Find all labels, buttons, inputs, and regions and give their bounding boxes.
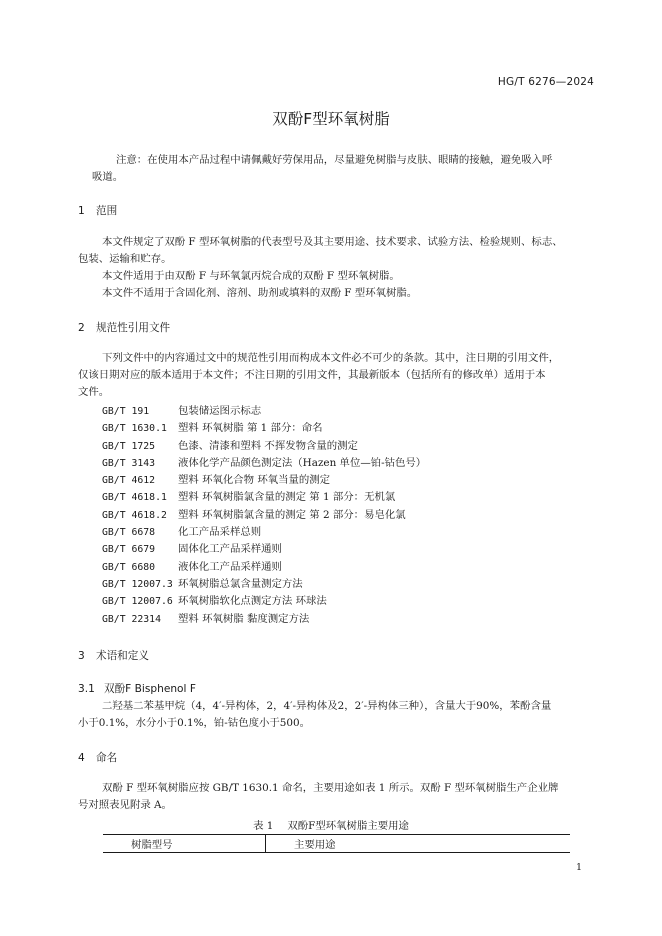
section-4-body	[78, 780, 590, 814]
reference-item	[102, 559, 426, 576]
paragraph-line: 文件。	[78, 386, 110, 398]
reference-title: 化工产品采样总则	[178, 526, 262, 539]
section-title: 双酚F Bisphenol F	[104, 683, 196, 695]
reference-item	[102, 455, 426, 472]
section-number: 3	[78, 650, 85, 662]
reference-item	[102, 489, 426, 506]
column-header-resin-grade: 树脂型号	[103, 835, 266, 853]
reference-code: GB/T 4618.1	[102, 492, 167, 504]
table-1	[103, 834, 570, 853]
section-1-body	[78, 234, 590, 302]
document-title: 双酚F型环氧树脂	[272, 110, 390, 128]
table-number: 表 1	[253, 820, 274, 832]
reference-title: 液体化工产品采样通则	[178, 560, 282, 573]
reference-item	[102, 507, 426, 524]
reference-code: GB/T 12007.6	[102, 596, 173, 608]
reference-title: 塑料 环氧树脂 黏度测定方法	[178, 612, 310, 625]
reference-item	[102, 541, 426, 558]
reference-code: GB/T 1630.1	[102, 423, 167, 435]
reference-item	[102, 472, 426, 489]
section-number: 3.1	[78, 683, 95, 695]
reference-code: GB/T 1725	[102, 440, 156, 452]
reference-code: GB/T 4612	[102, 475, 156, 487]
paragraph-line: 小于0.1%，水分小于0.1%，铂-钴色度小于500。	[78, 717, 310, 729]
section-number: 2	[78, 322, 85, 334]
paragraph-line: 包装、运输和贮存。	[78, 253, 172, 265]
reference-item	[102, 593, 426, 610]
section-title: 规范性引用文件	[96, 322, 171, 334]
reference-code: GB/T 12007.3	[102, 578, 173, 590]
paragraph-line: 仅该日期对应的版本适用于本文件；不注日期的引用文件，其最新版本（包括所有的修改单）适用于本	[78, 369, 546, 381]
reference-code: GB/T 191	[102, 406, 150, 417]
reference-code: GB/T 6679	[102, 544, 156, 556]
reference-item	[102, 611, 426, 628]
reference-title: 塑料 环氧树脂氯含量的测定 第 1 部分：无机氯	[178, 491, 396, 504]
reference-item	[102, 403, 426, 420]
reference-item	[102, 524, 426, 541]
column-header-main-use: 主要用途	[266, 835, 571, 853]
notice-line-1: 注意：在使用本产品过程中请佩戴好劳保用品，尽量避免树脂与皮肤、眼睛的接触，避免吸入呼	[116, 154, 553, 166]
section-2-body	[78, 350, 590, 401]
reference-title: 塑料 环氧化合物 环氧当量的测定	[178, 474, 331, 487]
section-title: 术语和定义	[96, 650, 149, 662]
paragraph-line: 本文件规定了双酚 F 型环氧树脂的代表型号及其主要用途、技术要求、试验方法、检验规则、标志、	[102, 236, 563, 248]
section-3-1-heading	[78, 681, 196, 696]
section-4-heading	[78, 750, 117, 765]
reference-item	[102, 420, 426, 437]
reference-title: 液体化学产品颜色测定法（Hazen 单位—铂-钴色号）	[178, 456, 427, 469]
reference-title: 固体化工产品采样通则	[178, 543, 282, 556]
table-header-row	[103, 835, 570, 853]
section-3-heading	[78, 648, 149, 663]
reference-title: 塑料 环氧树脂氯含量的测定 第 2 部分：易皂化氯	[178, 508, 406, 521]
reference-code: GB/T 22314	[102, 613, 161, 625]
page-number: 1	[575, 862, 582, 873]
table-title: 双酚F型环氧树脂主要用途	[287, 820, 409, 832]
reference-item	[102, 438, 426, 455]
reference-title: 包装储运图示标志	[178, 405, 262, 417]
reference-item	[102, 576, 426, 593]
notice-line-2: 吸道。	[92, 171, 124, 183]
safety-notice	[68, 152, 588, 186]
reference-code: GB/T 3143	[102, 457, 156, 469]
section-number: 1	[78, 205, 85, 217]
paragraph-line: 本文件不适用于含固化剂、溶剂、助剂或填料的双酚 F 型环氧树脂。	[102, 287, 418, 299]
section-title: 命名	[96, 752, 118, 764]
table-1-caption	[0, 817, 662, 832]
reference-list	[102, 403, 426, 628]
standard-code: HG/T 6276—2024	[497, 76, 594, 88]
paragraph-line: 本文件适用于由双酚 F 与环氧氯丙烷合成的双酚 F 型环氧树脂。	[102, 270, 400, 282]
section-2-heading	[78, 320, 170, 335]
reference-code: GB/T 4618.2	[102, 509, 167, 521]
paragraph-line: 下列文件中的内容通过文中的规范性引用而构成本文件必不可少的条款。其中，注日期的引用文件，	[102, 352, 560, 364]
reference-title: 塑料 环氧树脂 第 1 部分：命名	[178, 422, 323, 435]
reference-title: 色漆、清漆和塑料 不挥发物含量的测定	[178, 439, 358, 452]
reference-code: GB/T 6678	[102, 527, 156, 539]
reference-title: 环氧树脂总氯含量测定方法	[178, 577, 303, 590]
reference-title: 环氧树脂软化点测定方法 环球法	[178, 595, 327, 608]
section-1-heading	[78, 203, 117, 218]
section-title: 范围	[96, 205, 118, 217]
section-number: 4	[78, 752, 85, 764]
paragraph-line: 号对照表见附录 A。	[78, 799, 172, 811]
section-3-1-body	[78, 698, 590, 732]
paragraph-line: 二羟基二苯基甲烷（4，4′-异构体，2，4′-异构体及2，2′-异构体三种），含量大于90%，苯酚含量	[102, 700, 552, 712]
paragraph-line: 双酚 F 型环氧树脂应按 GB/T 1630.1 命名，主要用途如表 1 所示。双酚 F 型环氧树脂生产企业牌	[102, 782, 559, 794]
reference-code: GB/T 6680	[102, 561, 156, 573]
